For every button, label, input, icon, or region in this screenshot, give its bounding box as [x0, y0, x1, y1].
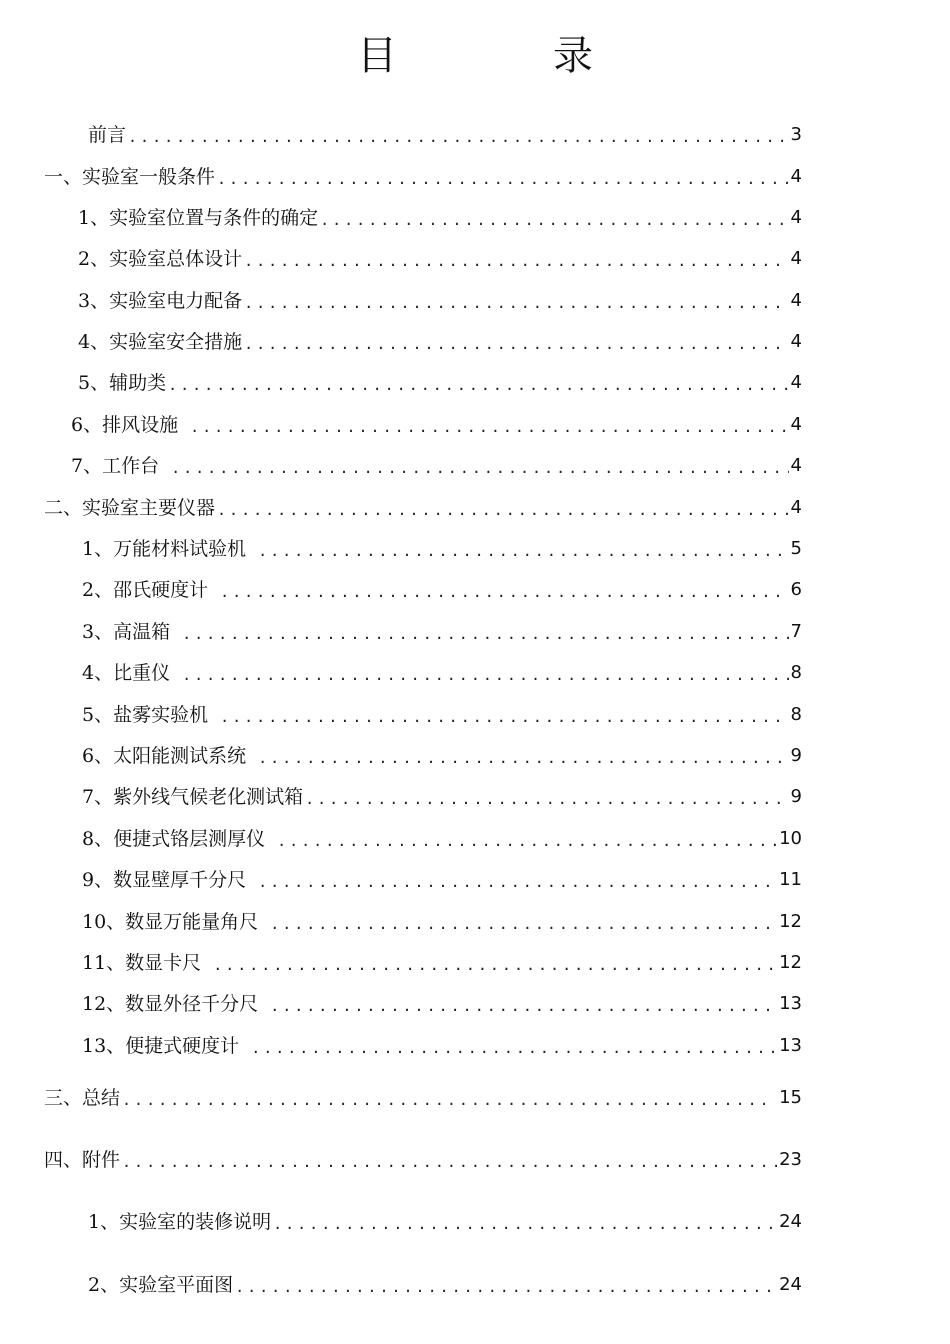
toc-entry-2-3[interactable] — [82, 620, 802, 644]
toc-entry-page: 4 — [790, 497, 802, 518]
toc-entry-section-2[interactable] — [44, 496, 802, 520]
toc-entry-2-10[interactable] — [82, 910, 802, 934]
toc-entry-label: 10、数显万能量角尺 — [82, 911, 259, 933]
dot-leader — [270, 996, 777, 1016]
toc-entry-section-1[interactable] — [44, 165, 802, 189]
toc-entry-2-9[interactable] — [82, 868, 802, 892]
toc-entry-1-2[interactable] — [78, 247, 802, 271]
dot-leader — [277, 831, 777, 851]
dot-leader — [220, 707, 788, 727]
toc-entry-label: 3、实验室电力配备 — [78, 290, 243, 312]
toc-entry-1-5[interactable] — [78, 371, 802, 395]
dot-leader — [258, 541, 788, 561]
toc-entry-label: 5、盐雾实验机 — [82, 704, 209, 726]
toc-entry-2-13[interactable] — [82, 1034, 802, 1058]
toc-entry-1-3[interactable] — [78, 289, 802, 313]
dot-leader — [220, 582, 788, 602]
toc-entry-section-4[interactable] — [44, 1148, 802, 1172]
dot-leader — [244, 293, 788, 313]
toc-entry-page: 8 — [790, 662, 802, 683]
toc-entry-page: 4 — [790, 455, 802, 476]
toc-entry-2-4[interactable] — [82, 661, 802, 685]
toc-entry-page: 7 — [790, 621, 802, 642]
dot-leader — [258, 748, 788, 768]
toc-entry-label: 2、邵氏硬度计 — [82, 579, 209, 601]
toc-entry-page: 15 — [779, 1087, 802, 1108]
toc-entry-label: 5、辅助类 — [78, 372, 167, 394]
toc-entry-page: 4 — [790, 414, 802, 435]
toc-entry-page: 4 — [790, 166, 802, 187]
toc-entry-4-1[interactable] — [88, 1210, 802, 1234]
toc-entry-label: 4、实验室安全措施 — [78, 331, 243, 353]
dot-leader — [171, 458, 788, 478]
toc-entry-page: 13 — [779, 1035, 802, 1056]
toc-entry-label: 2、实验室总体设计 — [78, 248, 243, 270]
toc-entry-2-12[interactable] — [82, 992, 802, 1016]
toc-entry-page: 3 — [790, 124, 802, 145]
toc-entry-page: 23 — [779, 1149, 802, 1170]
toc-entry-1-1[interactable] — [78, 206, 802, 230]
dot-leader — [244, 251, 788, 271]
toc-entry-1-4[interactable] — [78, 330, 802, 354]
toc-entry-label: 1、实验室的装修说明 — [88, 1211, 272, 1233]
toc-entry-page: 24 — [779, 1211, 802, 1232]
toc-entry-2-6[interactable] — [82, 744, 802, 768]
dot-leader — [305, 789, 788, 809]
toc-entry-4-2[interactable] — [88, 1273, 802, 1297]
toc-entry-page: 13 — [779, 993, 802, 1014]
toc-entry-preface[interactable] — [88, 123, 802, 147]
toc-entry-section-3[interactable] — [44, 1086, 802, 1110]
dot-leader — [235, 1277, 777, 1297]
toc-entry-2-1[interactable] — [82, 537, 802, 561]
toc-entry-page: 12 — [779, 952, 802, 973]
dot-leader — [244, 334, 788, 354]
dot-leader — [270, 914, 777, 934]
dot-leader — [217, 500, 789, 520]
toc-entry-2-11[interactable] — [82, 951, 802, 975]
toc-entry-page: 24 — [779, 1274, 802, 1295]
toc-entry-label: 前言 — [88, 124, 127, 146]
toc-entry-label: 三、总结 — [44, 1087, 121, 1109]
dot-leader — [128, 127, 789, 147]
dot-leader — [258, 872, 777, 892]
dot-leader — [182, 624, 788, 644]
toc-entry-label: 7、工作台 — [71, 455, 160, 477]
toc-entry-1-7[interactable] — [71, 454, 802, 478]
toc-entry-label: 11、数显卡尺 — [82, 952, 202, 974]
toc-entry-label: 13、便捷式硬度计 — [82, 1035, 240, 1057]
toc-entry-label: 1、实验室位置与条件的确定 — [78, 207, 319, 229]
toc-entry-label: 2、实验室平面图 — [88, 1274, 234, 1296]
toc-entry-page: 6 — [790, 579, 802, 600]
toc-entry-label: 3、高温箱 — [82, 621, 171, 643]
toc-entry-label: 二、实验室主要仪器 — [44, 497, 216, 519]
toc-entry-label: 6、太阳能测试系统 — [82, 745, 247, 767]
toc-entry-label: 4、比重仪 — [82, 662, 171, 684]
dot-leader — [217, 169, 789, 189]
dot-leader — [213, 955, 777, 975]
dot-leader — [182, 665, 788, 685]
dot-leader — [251, 1038, 777, 1058]
toc-entry-2-2[interactable] — [82, 578, 802, 602]
toc-entry-label: 8、便捷式铬层测厚仪 — [82, 828, 266, 850]
toc-entry-label: 9、数显壁厚千分尺 — [82, 869, 247, 891]
dot-leader — [168, 375, 788, 395]
toc-entry-page: 8 — [790, 704, 802, 725]
page-title: 目 录 — [357, 33, 651, 79]
toc-entry-page: 4 — [790, 372, 802, 393]
toc-entry-page: 4 — [790, 331, 802, 352]
toc-entry-page: 9 — [790, 786, 802, 807]
toc-entry-label: 1、万能材料试验机 — [82, 538, 247, 560]
toc-entry-page: 11 — [779, 869, 802, 890]
toc-entry-label: 一、实验室一般条件 — [44, 166, 216, 188]
toc-entry-label: 12、数显外径千分尺 — [82, 993, 259, 1015]
toc-entry-2-7[interactable] — [82, 785, 802, 809]
toc-entry-label: 7、紫外线气候老化测试箱 — [82, 786, 304, 808]
dot-leader — [320, 210, 788, 230]
toc-entry-page: 5 — [790, 538, 802, 559]
dot-leader — [122, 1152, 777, 1172]
toc-entry-page: 4 — [790, 248, 802, 269]
dot-leader — [273, 1214, 777, 1234]
toc-entry-2-5[interactable] — [82, 703, 802, 727]
toc-entry-page: 12 — [779, 911, 802, 932]
toc-entry-label: 四、附件 — [44, 1149, 121, 1171]
toc-entry-2-8[interactable] — [82, 827, 802, 851]
toc-entry-page: 9 — [790, 745, 802, 766]
dot-leader — [122, 1090, 765, 1110]
toc-entry-page: 4 — [790, 290, 802, 311]
toc-entry-label: 6、排风设施 — [71, 414, 179, 436]
toc-entry-page: 10 — [779, 828, 802, 849]
toc-entry-1-6[interactable] — [71, 413, 802, 437]
dot-leader — [190, 417, 788, 437]
toc-entry-page: 4 — [790, 207, 802, 228]
